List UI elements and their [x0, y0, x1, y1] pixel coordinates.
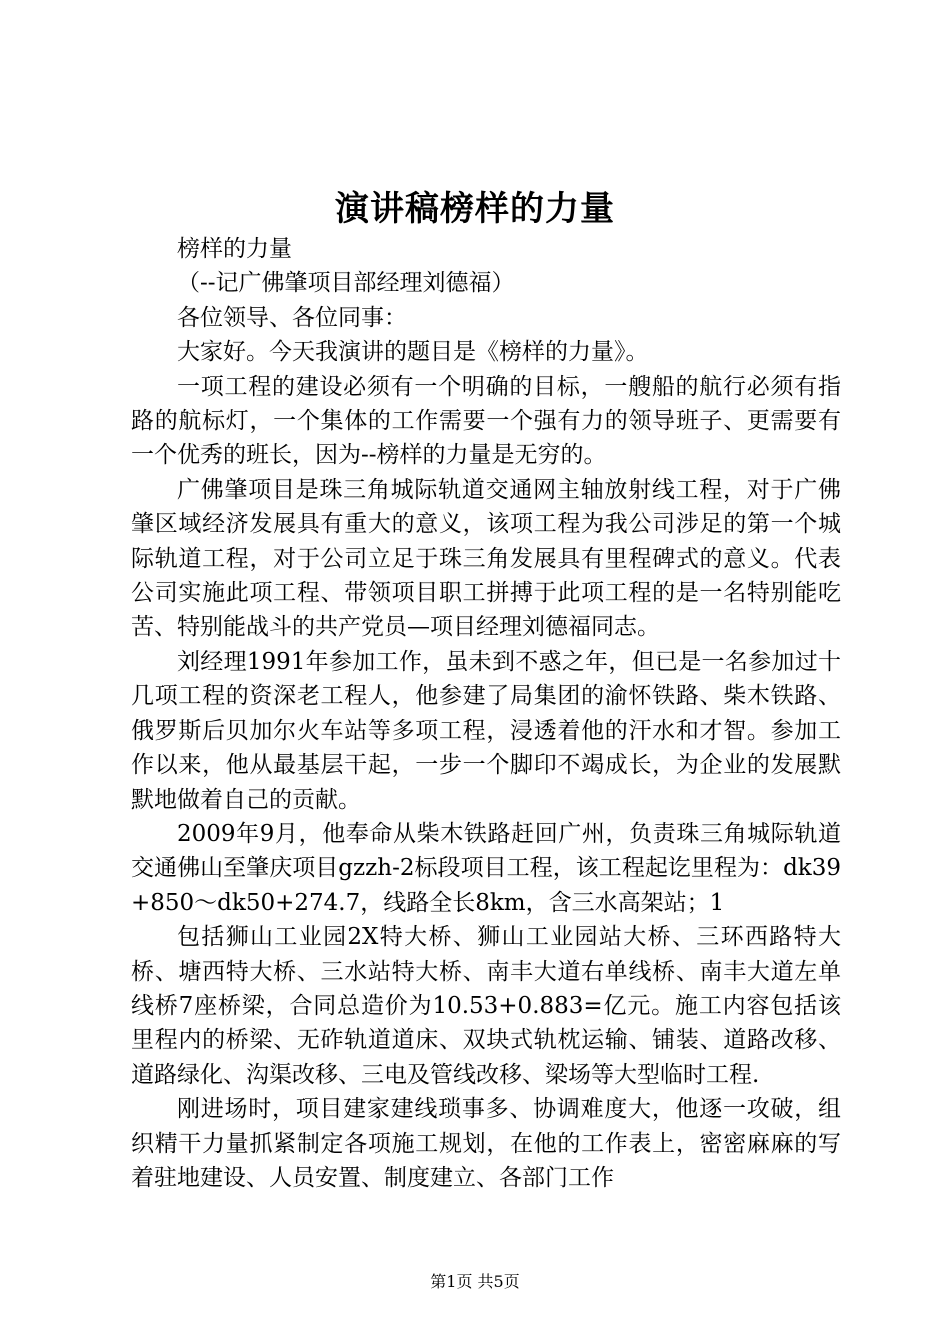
paragraph: 一项工程的建设必须有一个明确的目标，一艘船的航行必须有指路的航标灯，一个集体的工作需要一个强有力的领导班子、更需要有一个优秀的班长，因为--榜样的力量是无穷的。 [131, 373, 841, 469]
paragraph: 刚进场时，项目建家建线琐事多、协调难度大，他逐一攻破，组织精干力量抓紧制定各项施工规划，在他的工作表上，密密麻麻的写着驻地建设、人员安置、制度建立、各部门工作 [131, 1096, 841, 1191]
document-title: 演讲稿榜样的力量 [335, 189, 615, 229]
paragraph-greeting: 大家好。今天我演讲的题目是《榜样的力量》。 [177, 339, 649, 366]
paragraph-salutation: 各位领导、各位同事： [177, 304, 407, 331]
paragraph-subtitle: 榜样的力量 [177, 236, 292, 262]
document-body [131, 232, 841, 1195]
paragraph: 2009年9月，他奉命从柴木铁路赶回广州，负责珠三角城际轨道交通佛山至肇庆项目gzzh-2标段项目工程，该工程起讫里程为：dk39+850～dk50+274.7，线路全长8km，含三水高架站；1 [131, 820, 841, 916]
paragraph: 包括狮山工业园2X特大桥、狮山工业园站大桥、三环西路特大桥、塘西特大桥、三水站特大桥、南丰大道右单线桥、南丰大道左单线桥7座桥梁，合同总造价为10.53+0.883=亿元。施工内容包括该里程内的桥梁、无砟轨道道床、双块式轨枕运输、铺装、道路改移、道路绿化、沟渠改移、三电及管线改移、梁场等大型临时工程. [131, 924, 841, 1088]
paragraph: 刘经理1991年参加工作，虽未到不惑之年，但已是一名参加过十几项工程的资深老工程人，他参建了局集团的渝怀铁路、柴木铁路、俄罗斯后贝加尔火车站等多项工程，浸透着他的汗水和才智。参加工作以来，他从最基层干起，一步一个脚印不竭成长，为企业的发展默默地做着自己的贡献。 [131, 648, 841, 813]
paragraph-byline: （--记广佛肇项目部经理刘德福） [177, 270, 515, 297]
paragraph: 广佛肇项目是珠三角城际轨道交通网主轴放射线工程，对于广佛肇区域经济发展具有重大的意义，该项工程为我公司涉足的第一个城际轨道工程，对于公司立足于珠三角发展具有里程碑式的意义。代表公司实施此项工程、带领项目职工拼搏于此项工程的是一名特别能吃苦、特别能战斗的共产党员—项目经理刘德福同志。 [131, 476, 841, 641]
page-footer: 第1页 共5页 [430, 1272, 520, 1291]
